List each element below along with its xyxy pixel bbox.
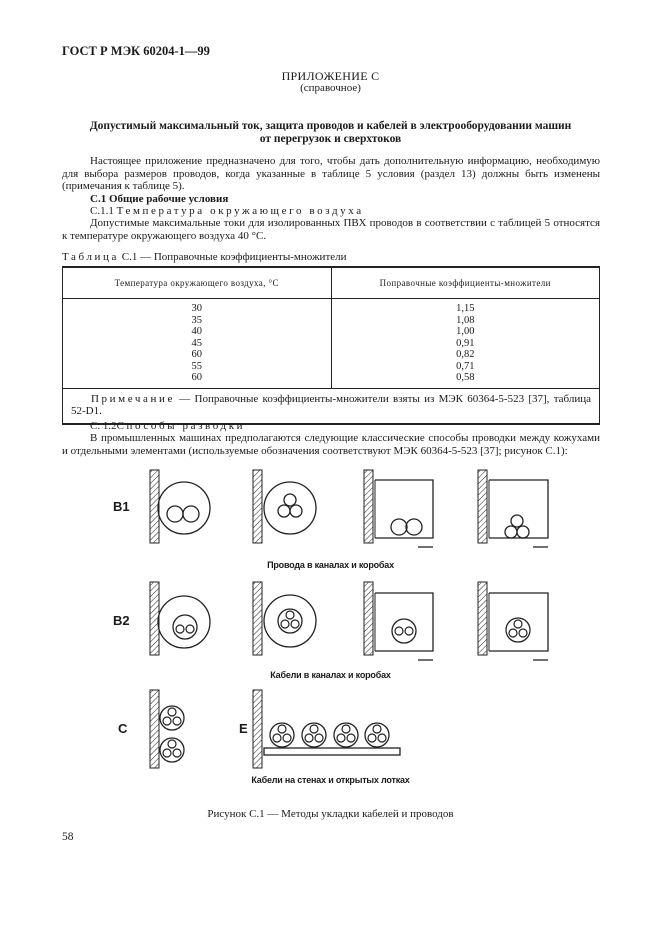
row-label-b1: B1 (113, 499, 130, 514)
subcaption-cables-in-ducts: Кабели в каналах и коробах (270, 670, 391, 680)
factor-value: 0,71 (456, 360, 475, 372)
section-c12-number: С. 1.2 (90, 420, 117, 432)
b2-trunking-cable (364, 582, 433, 660)
b2-conduit-cable (150, 582, 210, 655)
document-code: ГОСТ Р МЭК 60204-1—99 (62, 44, 210, 58)
heading-line-2: от перегрузок и сверхтоков (259, 133, 402, 145)
e-cables-on-open-tray (253, 690, 400, 768)
page-number: 58 (62, 831, 74, 843)
header-temperature: Температура окружающего воздуха, °С (63, 267, 332, 299)
figure-caption: Рисунок С.1 — Методы укладки кабелей и проводов (207, 808, 454, 820)
heading-line-1: Допустимый максимальный ток, защита проводов и кабелей в электрооборудовании машин (89, 120, 572, 132)
temperature-value: 30 (191, 303, 202, 314)
row-label-c: C (118, 721, 128, 736)
b1-conduit-two-wires (150, 470, 210, 543)
section-c11-title: Температура окружающего воздуха (116, 205, 364, 217)
factor-value: 1,15 (456, 303, 475, 314)
section-c11-number: С.1.1 (90, 205, 114, 217)
temperature-value: 35 (191, 314, 202, 326)
table-caption-word: Таблица (62, 251, 119, 263)
temperature-value: 45 (191, 337, 202, 349)
factor-value: 1,00 (456, 326, 475, 337)
b1-trunking-two-wires (364, 470, 433, 547)
b2-trunking-three-core-cable (478, 582, 548, 660)
section-c12-title: Способы разводки (116, 420, 246, 432)
intro-paragraph: Настоящее приложение предназначено для того, чтобы дать дополнительную информацию, необходимую для выбора размеров проводов, когда указанные в таблице 5 условия (раздел 13) должны быть изменены (примечания к таблице 5). (62, 155, 600, 192)
row-label-b2: B2 (113, 613, 130, 628)
header-factors: Поправочные коэффициенты-множители (331, 267, 600, 299)
row-label-e: E (239, 721, 248, 736)
subcaption-cables-on-walls: Кабели на стенах и открытых лотках (251, 775, 410, 785)
section-c11-text: Допустимые максимальные токи для изолированных ПВХ проводов в соответствии с таблицей 5 относятся к температуре окружающего воздуха 40 °С. (62, 217, 600, 242)
temperature-value: 55 (191, 360, 202, 372)
factor-value: 0,91 (456, 337, 475, 349)
c-cables-on-wall (150, 690, 184, 768)
section-c1-title: С.1 Общие рабочие условия (90, 193, 229, 205)
b1-conduit-three-wires (253, 470, 316, 543)
temperature-value: 40 (191, 326, 202, 337)
temperature-value: 60 (191, 349, 202, 360)
section-c12-text: В промышленных машинах предполагаются следующие классические способы проводки между кожухами и отдельными элементами (используемые обозначения соответствуют МЭК 60364-5-523 [37]; рисунок С.1): (62, 432, 600, 457)
appendix-note: (справочное) (300, 82, 361, 94)
factor-value: 0,58 (456, 372, 475, 383)
table-note-word: Примечание (91, 392, 175, 405)
factor-value: 0,82 (456, 349, 475, 360)
factor-value: 1,08 (456, 314, 475, 326)
b1-trunking-three-wires (478, 470, 548, 547)
table-caption-text: С.1 — Поправочные коэффициенты-множители (121, 251, 347, 263)
table-note-text: — Поправочные коэффициенты-множители взяты из МЭК 60364-5-523 [37], таблица 52-D1. (71, 392, 591, 417)
subcaption-wires-in-ducts: Провода в каналах и коробах (267, 560, 394, 570)
appendix-title: ПРИЛОЖЕНИЕ С (281, 69, 380, 83)
b2-conduit-three-core-cable (253, 582, 316, 655)
temperature-value: 60 (191, 372, 202, 383)
